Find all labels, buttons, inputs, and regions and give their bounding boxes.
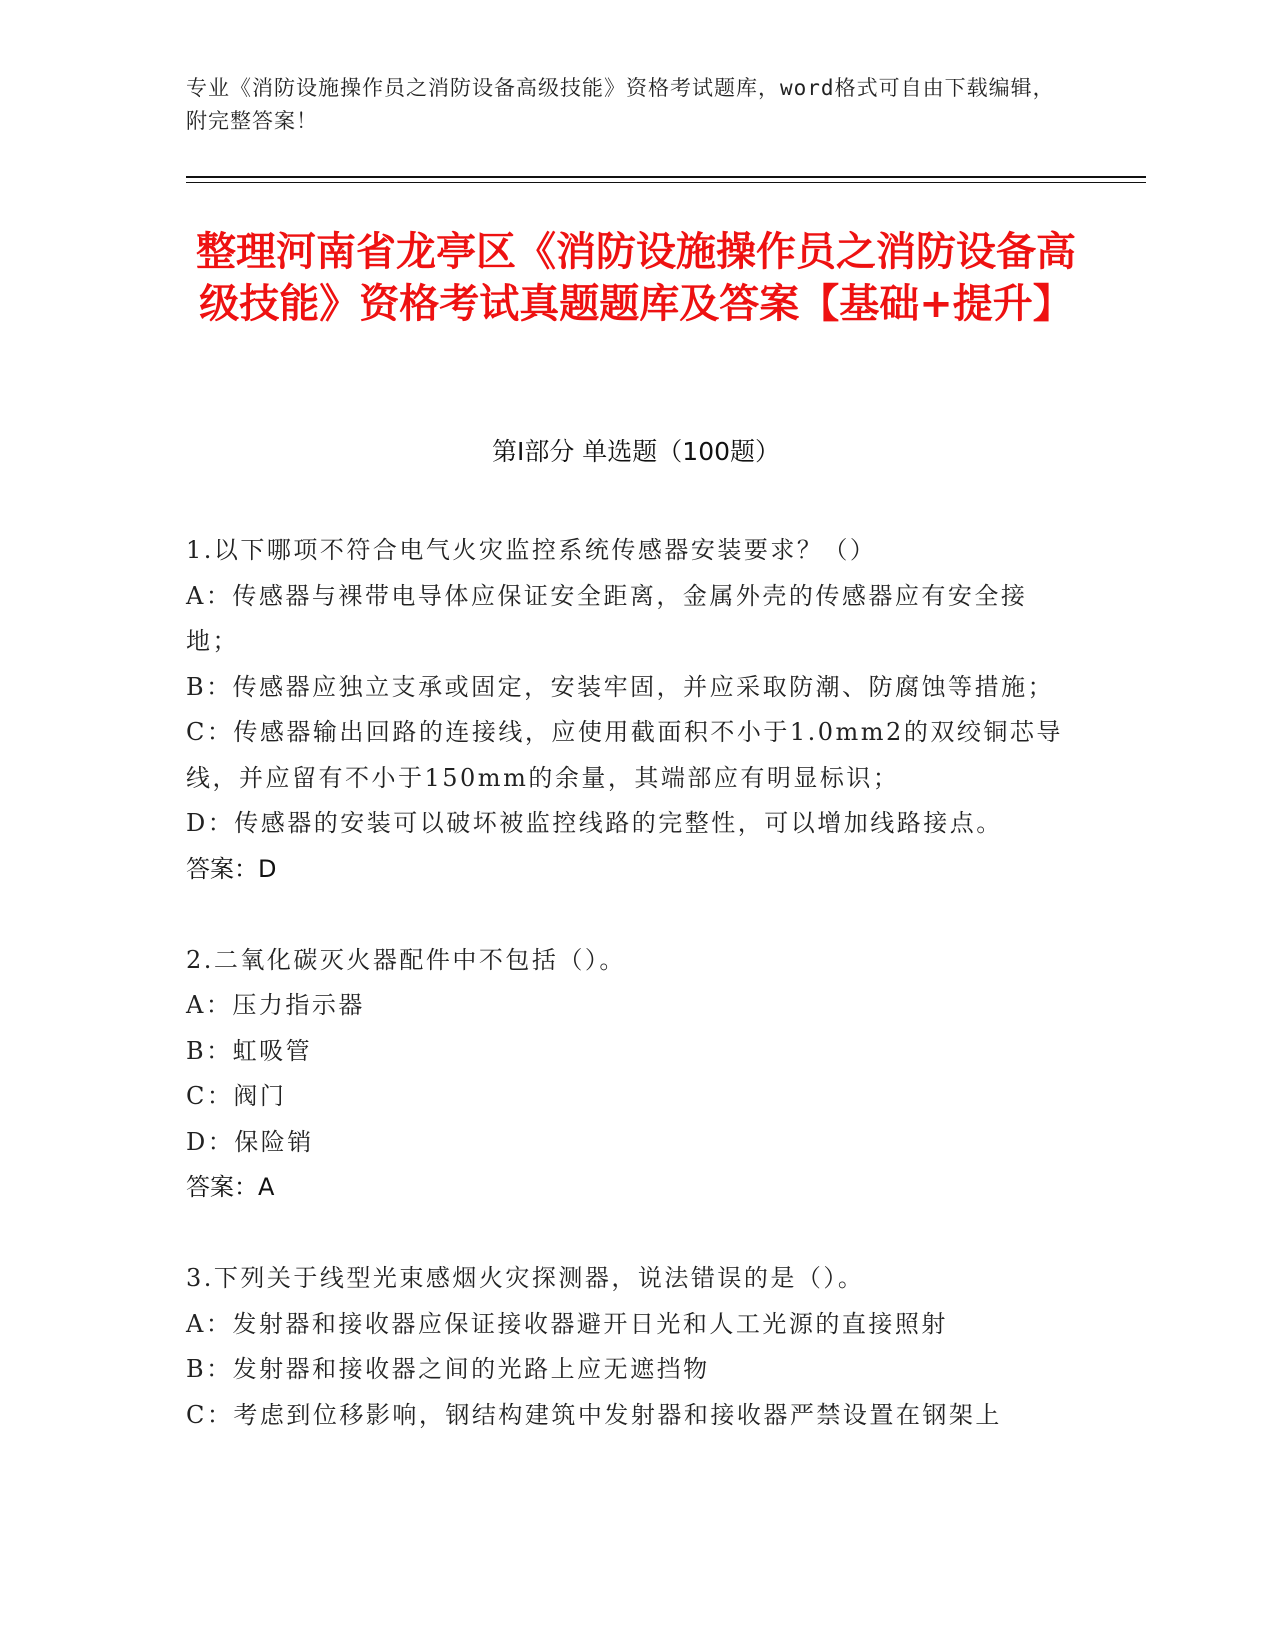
option-a: A：发射器和接收器应保证接收器避开日光和人工光源的直接照射 (186, 1309, 948, 1338)
question-stem: 3.下列关于线型光束感烟火灾探测器，说法错误的是（）。 (186, 1264, 865, 1292)
answer: 答案：D (186, 854, 277, 883)
answer: 答案：A (186, 1173, 275, 1201)
question-2 (186, 938, 1066, 1211)
option-c: C：传感器输出回路的连接线，应使用截面积不小于1.0mm2的双绞铜芯导线，并应留有不小于150mm的余量，其端部应有明显标识； (186, 718, 1063, 792)
option-b: B：虹吸管 (186, 1036, 313, 1065)
question-stem: 1.以下哪项不符合电气火灾监控系统传感器安装要求？（） (186, 536, 877, 564)
option-b: B：发射器和接收器之间的光路上应无遮挡物 (186, 1355, 710, 1383)
question-3 (186, 1256, 1066, 1438)
question-list (186, 528, 1066, 1484)
option-c: C：考虑到位移影响，钢结构建筑中发射器和接收器严禁设置在钢架上 (186, 1400, 1002, 1429)
section-title: 第I部分 单选题（100题） (491, 437, 781, 466)
document-title: 整理河南省龙亭区《消防设施操作员之消防设备高级技能》资格考试真题题库及答案【基础+提升】 (196, 229, 1076, 327)
option-c: C：阀门 (186, 1082, 287, 1110)
header-note: 专业《消防设施操作员之消防设备高级技能》资格考试题库，word格式可自由下载编辑，附完整答案！ (186, 76, 1055, 133)
header-rule-thin (186, 182, 1146, 183)
question-1 (186, 528, 1066, 892)
option-d: D：保险销 (186, 1127, 314, 1156)
header-rule-thick (186, 176, 1146, 178)
option-a: A：传感器与裸带电导体应保证安全距离，金属外壳的传感器应有安全接地； (186, 581, 1028, 655)
option-d: D：传感器的安装可以破坏被监控线路的完整性，可以增加线路接点。 (186, 809, 1003, 837)
option-a: A：压力指示器 (186, 991, 365, 1019)
option-b: B：传感器应独立支承或固定，安装牢固，并应采取防潮、防腐蚀等措施； (186, 672, 1055, 701)
question-stem: 2.二氧化碳灭火器配件中不包括（）。 (186, 945, 626, 974)
